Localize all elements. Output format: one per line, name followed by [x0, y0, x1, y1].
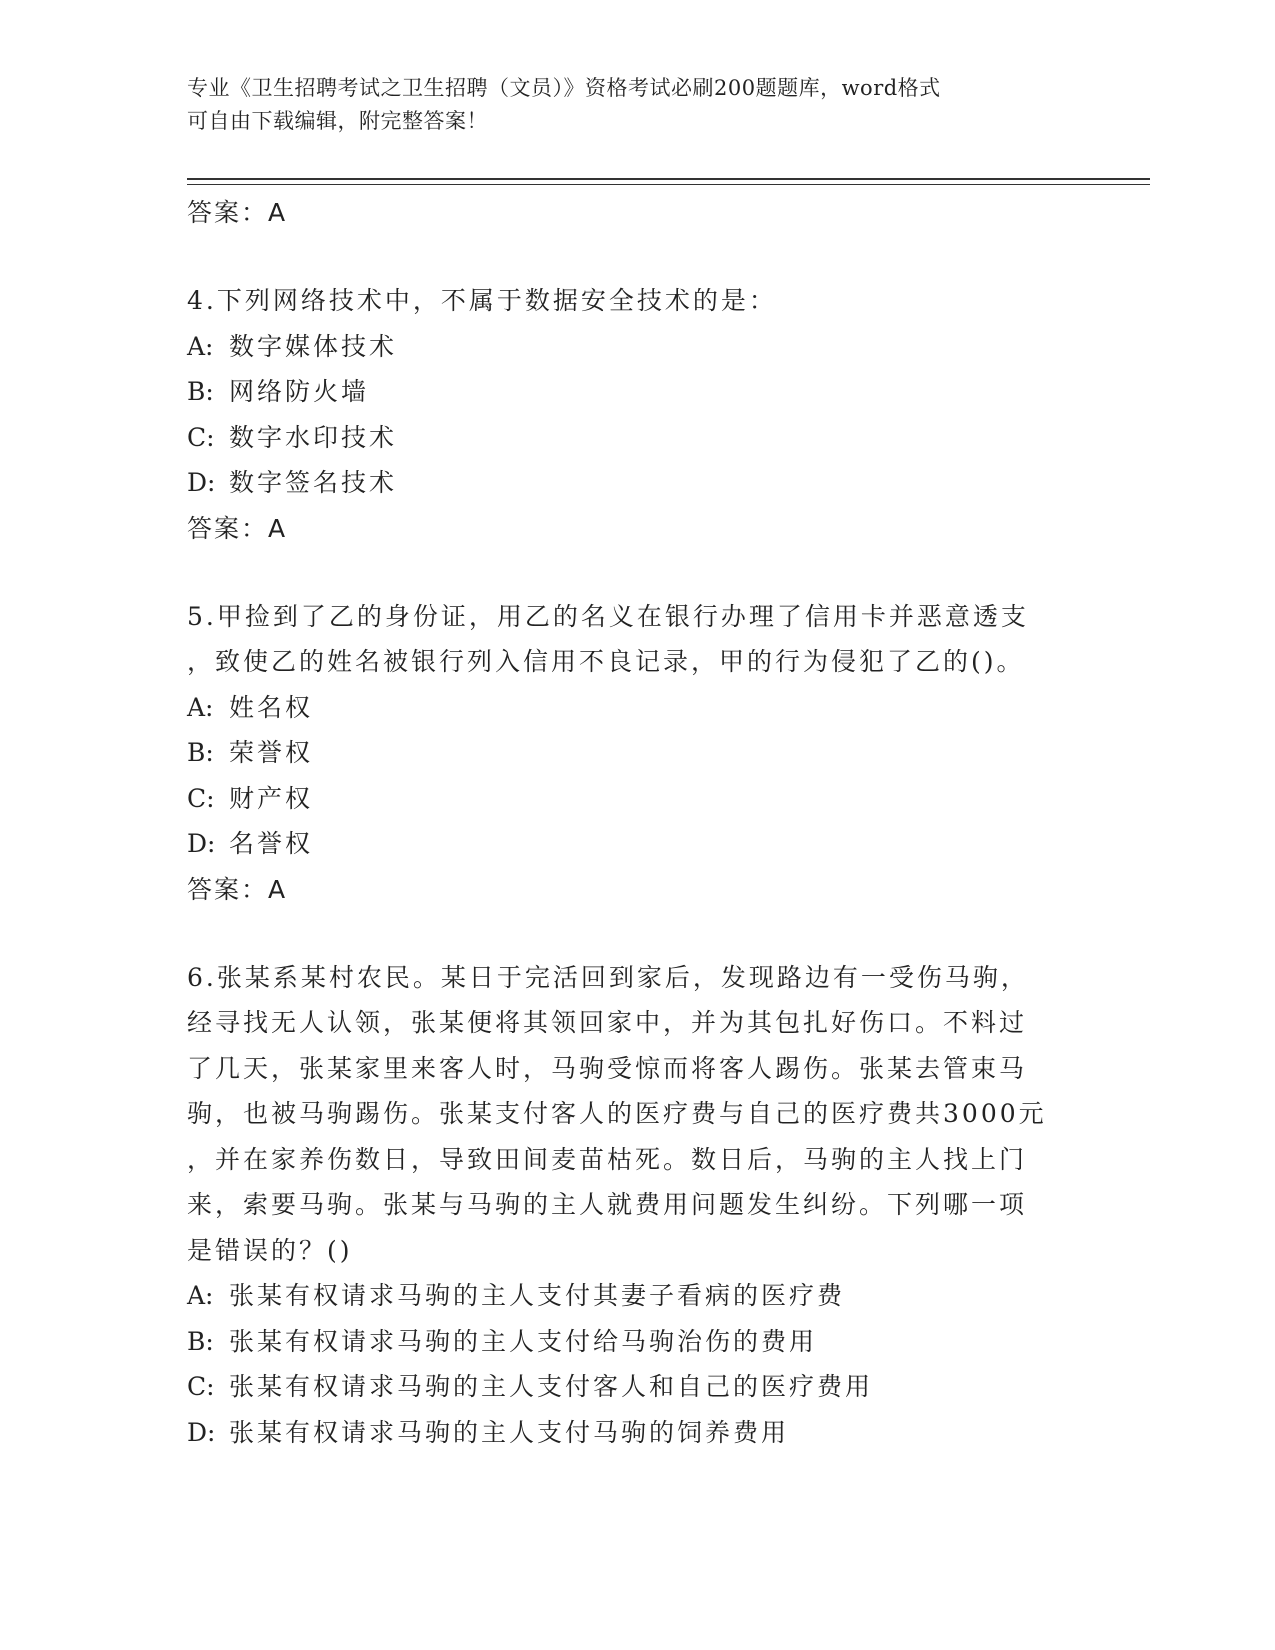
option-letter: C:	[187, 422, 215, 452]
stem-line: 了几天，张某家里来客人时，马驹受惊而将客人踢伤。张某去管束马	[187, 1053, 1028, 1083]
question-6	[187, 955, 1107, 1456]
option-text: 张某有权请求马驹的主人支付马驹的饲养费用	[229, 1417, 790, 1447]
stem-line: 6.张某系某村农民。某日于完活回到家后，发现路边有一受伤马驹，	[187, 962, 1029, 992]
stem-line: 驹，也被马驹踢伤。张某支付客人的医疗费与自己的医疗费共3000元	[187, 1099, 1047, 1128]
option-text: 网络防火墙	[229, 377, 370, 406]
option-letter: D:	[187, 1417, 216, 1447]
question-stem	[187, 955, 1107, 1274]
header-line-2: 可自由下载编辑，附完整答案！	[187, 109, 488, 133]
question-stem	[187, 594, 1107, 685]
option-letter: A:	[187, 692, 214, 722]
option-letter: C:	[187, 783, 215, 813]
option-text: 张某有权请求马驹的主人支付其妻子看病的医疗费	[229, 1281, 846, 1310]
option-letter: B:	[187, 1326, 214, 1356]
option-d	[187, 1410, 1107, 1456]
stem-line: 5.甲捡到了乙的身份证，用乙的名义在银行办理了信用卡并恶意透支	[187, 601, 1029, 631]
option-letter: B:	[187, 738, 214, 767]
header-divider-thin	[187, 184, 1150, 185]
option-letter: D:	[187, 829, 216, 858]
option-b	[187, 730, 1107, 776]
option-text: 数字水印技术	[229, 422, 398, 452]
stem-line: 是错误的？()	[187, 1235, 353, 1265]
option-a	[187, 1273, 1107, 1319]
question-list	[187, 190, 1107, 1455]
question-5	[187, 594, 1107, 912]
question-stem	[187, 278, 1107, 324]
option-d	[187, 821, 1107, 867]
stem-line: 4.下列网络技术中，不属于数据安全技术的是：	[187, 286, 777, 315]
option-letter: B:	[187, 377, 214, 406]
stem-line: ，并在家养伤数日，导致田间麦苗枯死。数日后，马驹的主人找上门	[187, 1144, 1028, 1174]
option-text: 张某有权请求马驹的主人支付给马驹治伤的费用	[229, 1326, 818, 1356]
option-text: 荣誉权	[229, 738, 314, 767]
option-text: 数字签名技术	[229, 468, 398, 497]
stem-line: ，致使乙的姓名被银行列入信用不良记录，甲的行为侵犯了乙的()。	[187, 647, 1025, 676]
option-c	[187, 1364, 1107, 1410]
question-4	[187, 278, 1107, 551]
answer: 答案：A	[187, 874, 288, 904]
header-divider-thick	[187, 178, 1150, 180]
answer-previous-question: 答案：A	[187, 198, 288, 227]
option-text: 姓名权	[229, 692, 314, 722]
option-text: 张某有权请求马驹的主人支付客人和自己的医疗费用	[229, 1372, 874, 1401]
stem-line: 经寻找无人认领，张某便将其领回家中，并为其包扎好伤口。不料过	[187, 1008, 1028, 1037]
option-letter: D:	[187, 468, 216, 497]
option-letter: A:	[187, 1281, 214, 1310]
option-text: 数字媒体技术	[229, 331, 398, 361]
answer: 答案：A	[187, 513, 288, 543]
option-b	[187, 1319, 1107, 1365]
header-line-1: 专业《卫生招聘考试之卫生招聘（文员）》资格考试必刷200题题库，word格式	[187, 76, 941, 100]
option-c	[187, 776, 1107, 822]
option-d	[187, 460, 1107, 506]
option-a	[187, 324, 1107, 370]
document-header	[187, 72, 1067, 138]
option-letter: A:	[187, 331, 214, 361]
option-text: 名誉权	[229, 829, 314, 858]
option-text: 财产权	[229, 783, 314, 813]
option-letter: C:	[187, 1372, 215, 1401]
option-b	[187, 369, 1107, 415]
option-c	[187, 415, 1107, 461]
stem-line: 来，索要马驹。张某与马驹的主人就费用问题发生纠纷。下列哪一项	[187, 1190, 1028, 1219]
option-a	[187, 685, 1107, 731]
